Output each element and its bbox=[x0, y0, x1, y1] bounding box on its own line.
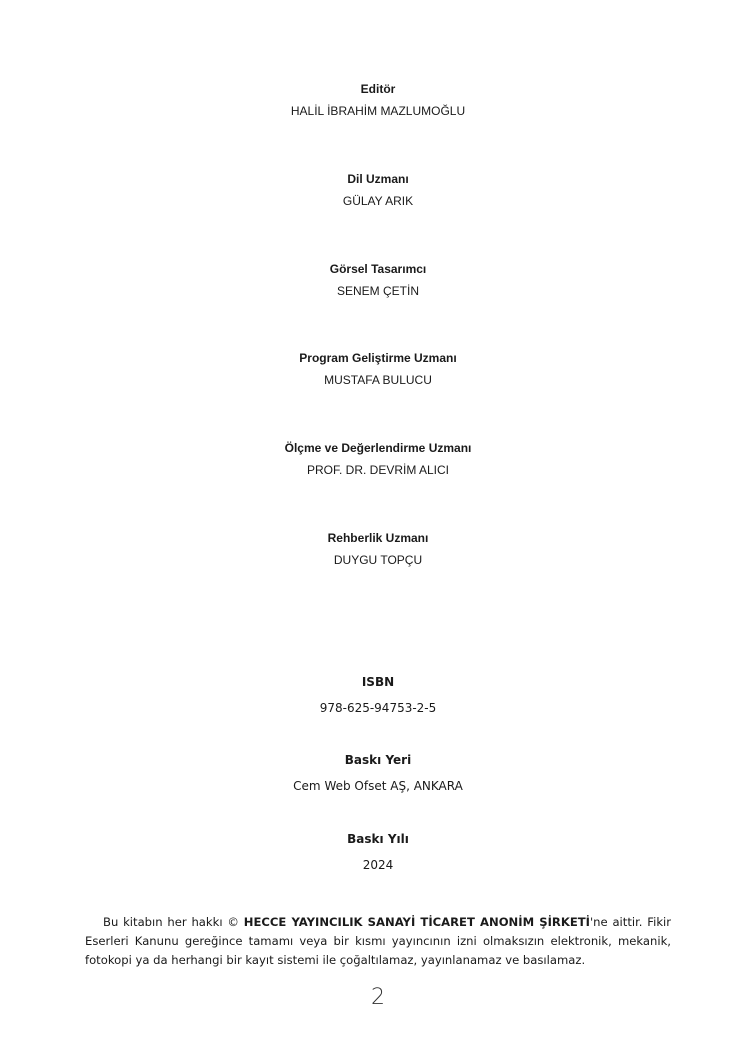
credit-role: Görsel Tasarımcı bbox=[329, 262, 427, 276]
credit-role: Editör bbox=[360, 82, 396, 96]
copyright-notice bbox=[85, 913, 671, 970]
credit-role: Program Geliştirme Uzmanı bbox=[299, 351, 457, 365]
copyright-company: HECCE YAYINCILIK SANAYİ TİCARET ANONİM ŞİRKETİ bbox=[243, 915, 590, 929]
credit-visual-designer bbox=[0, 261, 756, 299]
isbn-block bbox=[0, 674, 756, 716]
print-year-label: Baskı Yılı bbox=[347, 832, 409, 846]
copyright-text: 'ne aittir. Fikir Eserleri Kanunu gereğince tamamı veya bir kısmı yayıncının izni olmaksızın elektronik, mekanik, fotokopi ya da herhangi bir kayıt sistemi ile çoğaltılamaz, yayınlanamaz ve basılamaz. bbox=[85, 915, 672, 967]
print-year-value: 2024 bbox=[362, 858, 394, 872]
credit-guidance-expert bbox=[0, 530, 756, 568]
credit-role: Rehberlik Uzmanı bbox=[327, 531, 429, 545]
credit-person: GÜLAY ARIK bbox=[342, 194, 414, 208]
page-number: 2 bbox=[371, 985, 385, 1010]
credit-program-development bbox=[0, 350, 756, 388]
print-place-value: Cem Web Ofset AŞ, ANKARA bbox=[293, 779, 463, 793]
print-year-block bbox=[0, 831, 756, 873]
print-place-block bbox=[0, 752, 756, 794]
credit-person: MUSTAFA BULUCU bbox=[324, 373, 432, 387]
credit-person: DUYGU TOPÇU bbox=[333, 553, 423, 567]
credit-person: HALİL İBRAHİM MAZLUMOĞLU bbox=[290, 104, 466, 118]
isbn-value: 978-625-94753-2-5 bbox=[319, 701, 437, 715]
credit-person: SENEM ÇETİN bbox=[336, 284, 419, 298]
credit-language-expert bbox=[0, 171, 756, 209]
credit-role: Ölçme ve Değerlendirme Uzmanı bbox=[284, 441, 472, 455]
credit-role: Dil Uzmanı bbox=[347, 172, 409, 186]
credit-assessment-expert bbox=[0, 440, 756, 478]
isbn-label: ISBN bbox=[361, 675, 395, 689]
credit-person: PROF. DR. DEVRİM ALICI bbox=[306, 463, 450, 477]
credit-editor bbox=[0, 81, 756, 119]
copyright-prefix: Bu kitabın her hakkı © bbox=[103, 915, 244, 929]
print-place-label: Baskı Yeri bbox=[344, 753, 412, 767]
